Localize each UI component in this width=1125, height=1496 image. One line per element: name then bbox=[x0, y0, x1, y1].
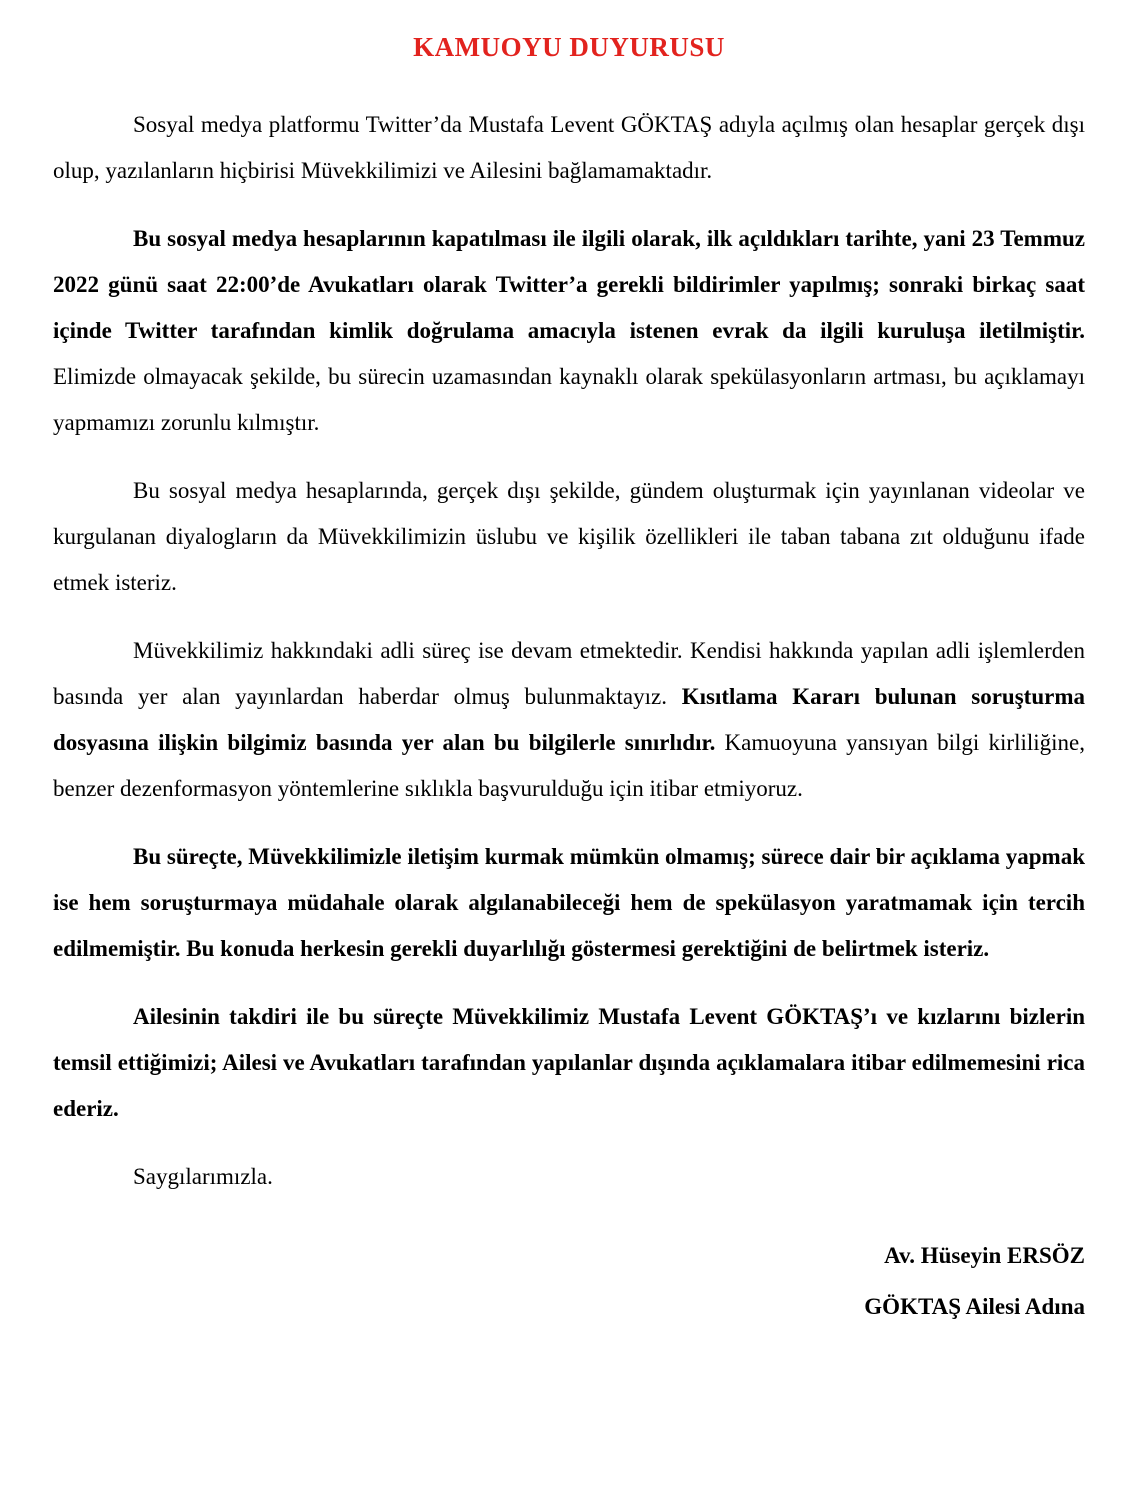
paragraph-6 bbox=[53, 994, 1085, 1132]
text-run-bold: Kısıtlama Kararı bulunan soruşturma dosyasına ilişkin bilgimiz basında yer alan bu bilgilerle sınırlıdır. bbox=[53, 684, 1085, 755]
paragraph-2 bbox=[53, 216, 1085, 446]
text-run: Elimizde olmayacak şekilde, bu sürecin uzamasından kaynaklı olarak spekülasyonların artması, bu açıklamayı yapmamızı zorunlu kılmıştır. bbox=[53, 364, 1085, 435]
paragraph-5 bbox=[53, 834, 1085, 972]
closing-salutation: Saygılarımızla. bbox=[133, 1164, 273, 1189]
text-run: Kamuoyuna yansıyan bilgi kirliliğine, benzer dezenformasyon yöntemlerine sıklıkla başvurulduğu için itibar etmiyoruz. bbox=[53, 730, 1086, 801]
signature-name: Av. Hüseyin ERSÖZ bbox=[884, 1243, 1085, 1268]
text-run-bold: Bu süreçte, Müvekkilimizle iletişim kurmak mümkün olmamış; sürece dair bir açıklama yapmak ise hem soruşturmaya müdahale olarak algılanabileceği hem de spekülasyon yaratmamak için tercih edilmemiştir. Bu konuda herkesin gerekli duyarlılığı göstermesi gerektiğini de belirtmek isteriz. bbox=[53, 844, 1085, 961]
text-run-bold: Bu sosyal medya hesaplarının kapatılması ile ilgili olarak, ilk açıldıkları tarihte, yani 23 Temmuz 2022 günü saat 22:00’de Avukatları olarak Twitter’a gerekli bildirimler yapılmış; sonraki birkaç saat içinde Twitter tarafından kimlik doğrulama amacıyla istenen evrak da ilgili kuruluşa iletilmiştir. bbox=[53, 226, 1085, 343]
text-run: Bu sosyal medya hesaplarında, gerçek dışı şekilde, gündem oluşturmak için yayınlanan videolar ve kurgulanan diyalogların da Müvekkilimizin üslubu ve kişilik özellikleri ile taban tabana zıt olduğunu ifade etmek isteriz. bbox=[53, 478, 1085, 595]
document-title: KAMUOYU DUYURUSU bbox=[413, 32, 725, 62]
signature-block bbox=[53, 1230, 1085, 1332]
text-run: Müvekkilimiz hakkındaki adli süreç ise devam etmektedir. Kendisi hakkında yapılan adli işlemlerden basında yer alan yayınlardan haberdar olmuş bulunmaktayız. bbox=[53, 638, 1085, 709]
paragraph-4 bbox=[53, 628, 1085, 812]
signature-role: GÖKTAŞ Ailesi Adına bbox=[864, 1294, 1085, 1319]
text-run: Sosyal medya platformu Twitter’da Mustafa Levent GÖKTAŞ adıyla açılmış olan hesaplar gerçek dışı olup, yazılanların hiçbirisi Müvekkilimizi ve Ailesini bağlamamaktadır. bbox=[53, 112, 1085, 183]
paragraph-1 bbox=[53, 102, 1085, 194]
paragraph-3 bbox=[53, 468, 1085, 606]
text-run-bold: Ailesinin takdiri ile bu süreçte Müvekkilimiz Mustafa Levent GÖKTAŞ’ı ve kızlarını bizlerin temsil ettiğimizi; Ailesi ve Avukatları tarafından yapılanlar dışında açıklamalara itibar edilmemesini rica ederiz. bbox=[53, 1004, 1085, 1121]
